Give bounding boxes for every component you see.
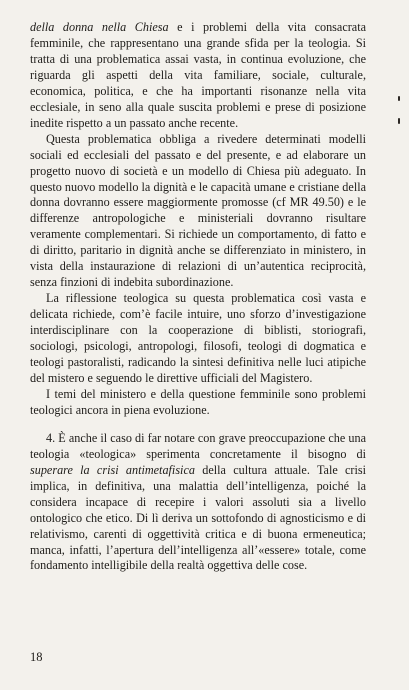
- page-body: [30, 20, 366, 574]
- paragraph: [30, 291, 366, 387]
- paragraph: [30, 387, 366, 419]
- text-run: Questa problematica obbliga a rivedere determinati modelli sociali ed ecclesiali del passato e del presente, e ad elaborare un progetto nuovo di società e un modello di Chiesa più adeguato. In questo nuovo modello la dignità e le capacità umane e cristiane della donna dovranno essere maggiormente promosse (cf MR 49.50) e le differenze antropologiche e ministeriali dovranno risultare veramente complementari. Si richiede un comportamento, di fatto e di diritto, paritario in dignità anche se differenziato in ministero, in vista della instaurazione di relazioni di un’autentica reciprocità, senza finzioni di indebita subordinazione.: [30, 131, 366, 290]
- italic-phrase: della donna nella Chiesa: [30, 20, 169, 34]
- text-run: 4. È anche il caso di far notare con grave preoccupazione che una teologia «teologica» sperimenta concretamente il bisogno di: [30, 430, 366, 461]
- text-run: I temi del ministero e della questione femminile sono problemi teologici ancora in piena evoluzione.: [30, 386, 366, 417]
- paragraph-continuation: [30, 20, 366, 132]
- paragraph-section-4: [30, 431, 366, 575]
- text-run: La riflessione teologica su questa problematica così vasta e delicata richiede, com’è facile intuire, uno sforzo d’investigazione interdisciplinare con la cooperazione di biblisti, storiografi, sociologi, psicologi, antropologi, filosofi, teologi di dogmatica e teologi pastoralisti, radicando la sintesi definitiva nelle luci atipiche del mistero e seguendo le direttive ufficiali del Magistero.: [30, 291, 366, 385]
- margin-mark: [398, 96, 400, 101]
- page-number: 18: [30, 650, 43, 664]
- text-run: e i problemi della vita consacrata femminile, che rappresentano una grande sfida per la teologia. Si tratta di una problematica assai vasta, in continua evoluzione, che riguarda gli aspetti della vita familiare, sociale, culturale, economica, politica, e che ha importanti risonanze nella vita ecclesiale, in seno alla quale suscita problemi e prese di posizione inedite rispetto a un passato anche recente.: [30, 20, 367, 130]
- paragraph: [30, 132, 366, 292]
- italic-phrase: superare la crisi antimetafisica: [30, 462, 195, 477]
- text-run: della cultura attuale. Tale crisi implica, in definitiva, una malattia dell’intelligenza, poiché la considera incapace di recepire i valori assoluti sia a livello ontologico che etico. Di lì deriva un sottofondo di agnosticismo e di relativismo, carenti di oggettività critica e di buona ermeneutica; manca, infatti, l’apertura dell’intelligenza all’«essere» totale, come fondamento intelligibile della realtà oggettiva delle cose.: [30, 462, 367, 573]
- margin-mark: [398, 118, 400, 124]
